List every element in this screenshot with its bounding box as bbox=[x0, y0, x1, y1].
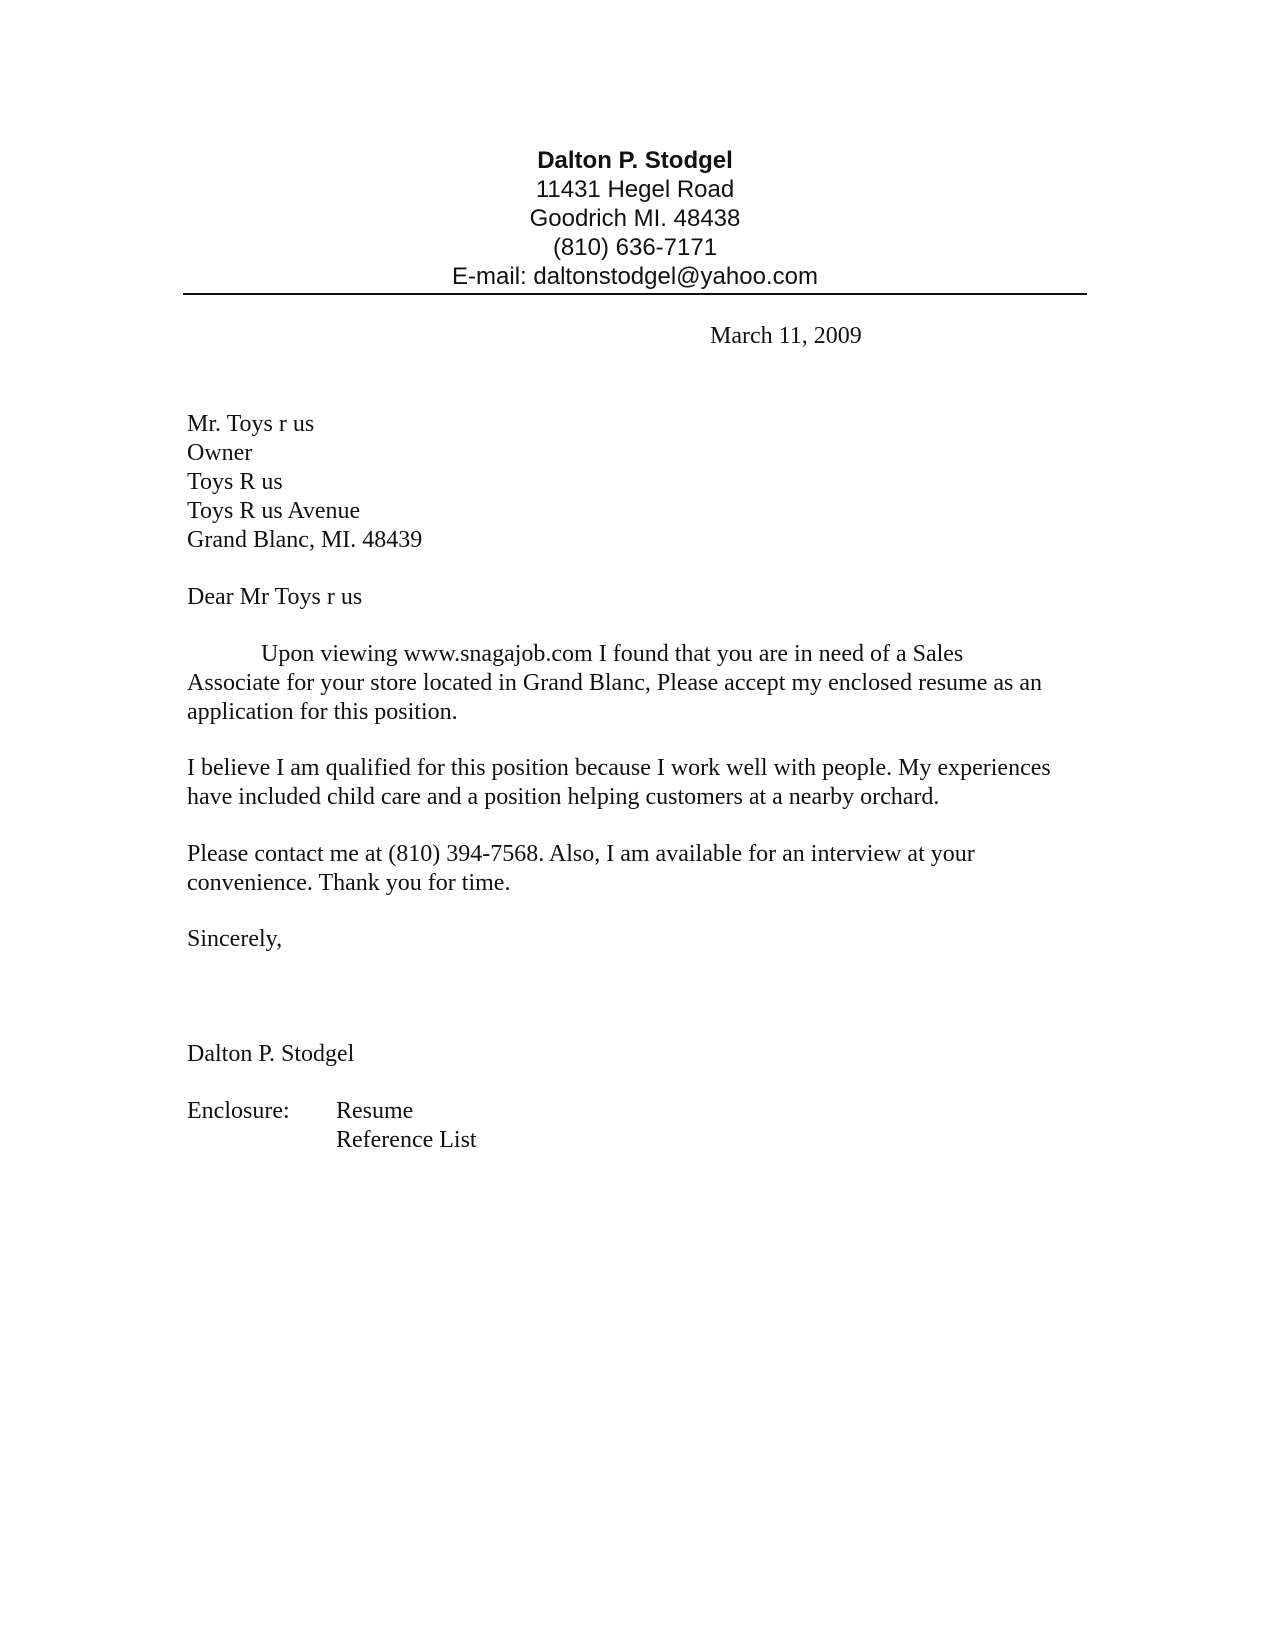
paragraph-line: convenience. Thank you for time. bbox=[187, 870, 511, 896]
paragraph-line: have included child care and a position helping customers at a nearby orchard. bbox=[187, 784, 940, 810]
recipient-address bbox=[187, 410, 422, 555]
paragraph-line: application for this position. bbox=[187, 699, 458, 725]
salutation: Dear Mr Toys r us bbox=[187, 584, 363, 610]
body-paragraph-3 bbox=[187, 840, 1087, 898]
recipient-line: Owner bbox=[187, 440, 253, 466]
sender-name: Dalton P. Stodgel bbox=[537, 147, 733, 174]
paragraph-line: Associate for your store located in Grand Blanc, Please accept my enclosed resume as an bbox=[187, 670, 1043, 696]
sender-email: E-mail: daltonstodgel@yahoo.com bbox=[452, 263, 818, 290]
sender-street: 11431 Hegel Road bbox=[535, 176, 735, 203]
paragraph-line: Please contact me at (810) 394-7568. Also, I am available for an interview at your bbox=[187, 841, 975, 867]
sender-phone: (810) 636-7171 bbox=[552, 234, 718, 261]
signature-name: Dalton P. Stodgel bbox=[187, 1041, 355, 1067]
paragraph-line: I believe I am qualified for this position because I work well with people. My experiences bbox=[187, 755, 1051, 781]
enclosure-item: Resume bbox=[336, 1098, 414, 1124]
recipient-line: Grand Blanc, MI. 48439 bbox=[187, 527, 423, 553]
recipient-line: Toys R us bbox=[187, 469, 283, 495]
recipient-line: Toys R us Avenue bbox=[187, 498, 361, 524]
closing: Sincerely, bbox=[187, 926, 283, 952]
body-paragraph-1 bbox=[187, 640, 1087, 727]
recipient-line: Mr. Toys r us bbox=[187, 411, 315, 437]
letter-date: March 11, 2009 bbox=[710, 323, 862, 349]
enclosure-items bbox=[336, 1097, 477, 1155]
body-paragraph-2 bbox=[187, 754, 1087, 812]
paragraph-line: Upon viewing www.snagajob.com I found that you are in need of a Sales bbox=[261, 641, 964, 667]
sender-city: Goodrich MI. 48438 bbox=[529, 205, 741, 232]
enclosure-label: Enclosure: bbox=[187, 1098, 290, 1124]
enclosure-item: Reference List bbox=[336, 1127, 477, 1153]
header-divider bbox=[183, 293, 1087, 295]
letterhead bbox=[183, 146, 1087, 291]
